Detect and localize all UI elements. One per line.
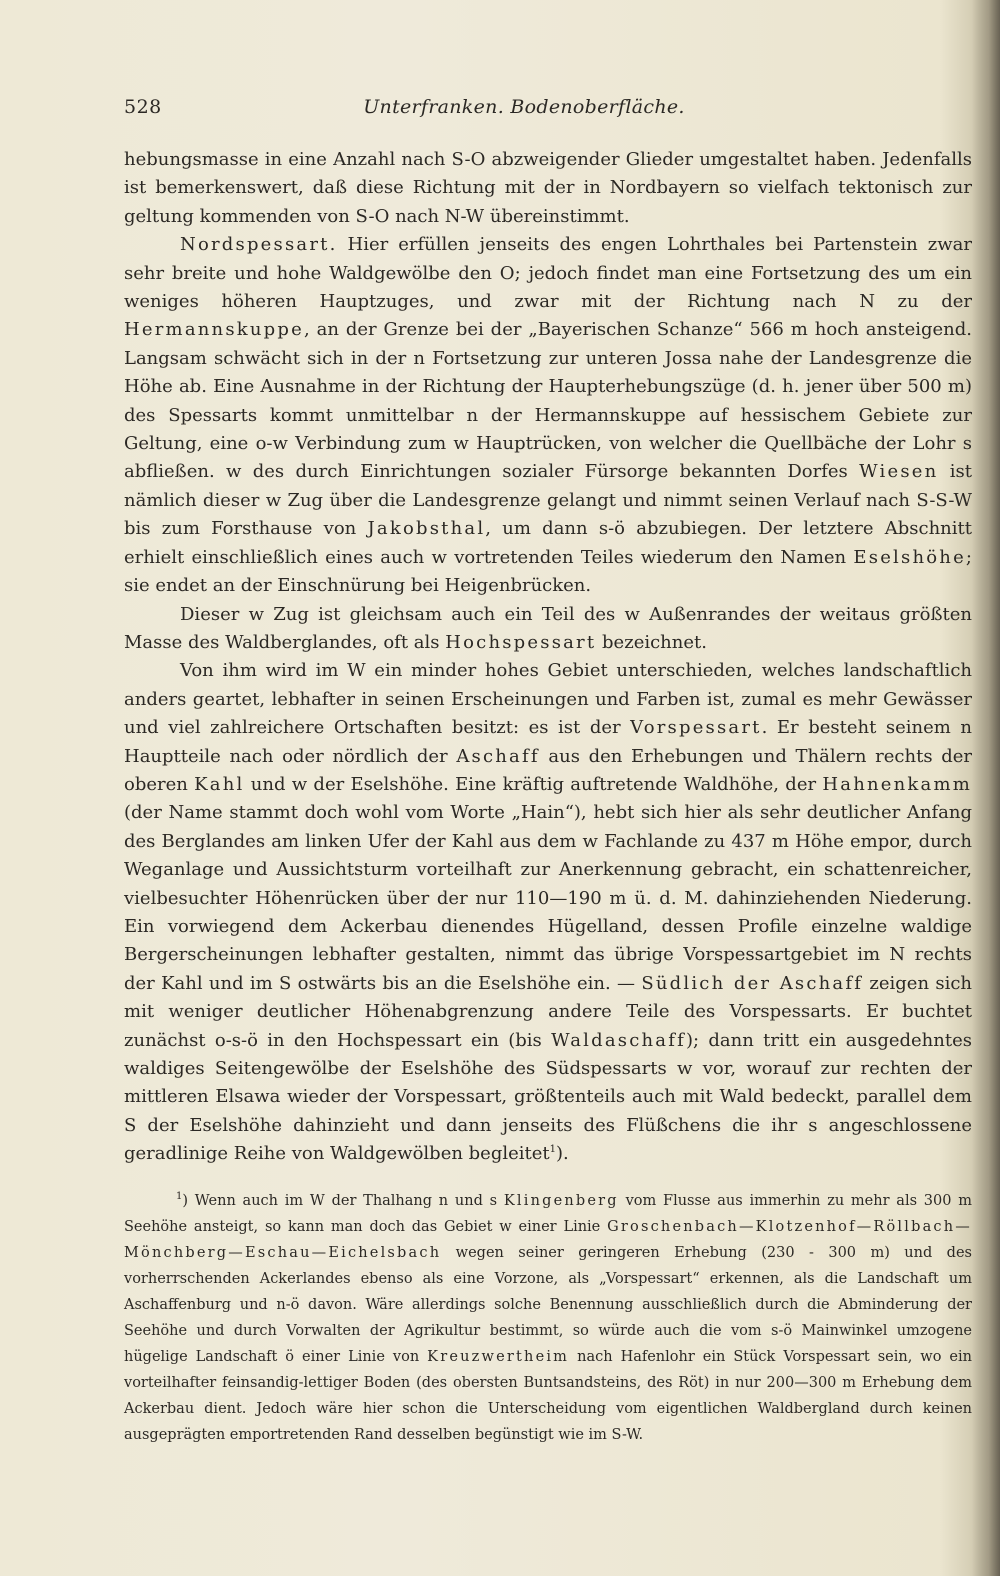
- paragraph-p2: [124, 231, 972, 600]
- footnote-marker: 1: [176, 1191, 183, 1203]
- spaced-term: Hahnenkamm: [822, 773, 972, 795]
- text-run: aus den Erhebungen und Thälern rechts der oberen: [124, 745, 973, 795]
- spaced-term: Eselshöhe: [853, 546, 966, 568]
- running-head: Unterfranken. Bodenoberfläche.: [363, 96, 685, 118]
- text-run: ; sie endet an der Einschnürung bei Heigenbrücken.: [124, 546, 972, 597]
- footnote-marker: 1: [549, 1144, 557, 1156]
- footnotes: [124, 1188, 972, 1448]
- text-run: (der Name stammt doch wohl vom Worte „Hain“), hebt sich hier als sehr deutlicher Anfang des Berglandes am linken Ufer der Kahl aus dem w Fachlande zu 437 m Höhe empor, durch Weganlage und Aussichtsturm vorteilhaft zur Anerkennung gebracht, ein schattenreicher, vielbesuchter Höhenrücken über der nur 110—190 m ü. d. M. dahinziehenden Niederung. Ein vorwiegend dem Ackerbau dienendes Hügelland, dessen Profile einzelne waldige Bergerscheinungen lebhafter gestalten, nimmt das übrige Vorspessartgebiet im N rechts der Kahl und im S ostwärts bis an die Eselshöhe ein. —: [124, 802, 972, 994]
- spaced-term: Hermannskuppe: [124, 319, 304, 341]
- text-run: nach Hafenlohr ein Stück Vorspessart sein, wo ein vorteilhafter feinsandig-lettiger Boden (des obersten Buntsandsteins, des Röt) in nur 200—300 m Erhebung dem Ackerbau dient. Jedoch wäre hier schon die Unterscheidung vom eigentlichen Waldbergland durch keinen ausgeprägten emportretenden Rand desselben begünstigt wie im S-W.: [124, 1349, 972, 1443]
- text-run: , um dann s-ö abzubiegen. Der letztere Abschnitt erhielt einschließlich eines auch w vortretenden Teiles wiederum den Namen: [124, 518, 972, 568]
- text-run: . Er besteht seinem n Hauptteile nach oder nördlich der: [124, 717, 972, 767]
- spaced-term: Groschenbach—Klotzenhof—Röllbach—Mönchberg—Eschau—Eichelsbach: [124, 1219, 972, 1261]
- paragraph-p3: [124, 601, 972, 658]
- text-run: , an der Grenze bei der „Bayerischen Schanze“ 566 m hoch ansteigend. Langsam schwächt sich in der n Fortsetzung zur unteren Jossa nahe der Landesgrenze die Höhe ab. Eine Ausnahme in der Richtung der Haupterhebungszüge (d. h. jener über 500 m) des Spessarts kommt unmittelbar n der Hermannskuppe auf hessischem Gebiete zur Geltung, eine o-w Verbindung zum w Hauptrücken, von welcher die Quellbäche der Lohr s abfließen. w des durch Einrichtungen sozialer Fürsorge bekannten Dorfes: [124, 319, 972, 483]
- spaced-term: Klingenberg: [503, 1193, 619, 1209]
- body-text: [124, 146, 972, 1169]
- page-number: 528: [124, 96, 162, 118]
- text-run: Von ihm wird im W ein minder hohes Gebiet unterschieden, welches landschaftlich anders geartet, lebhafter in seinen Erscheinungen und Farben ist, zumal es mehr Gewässer und viel zahlreichere Ortschaften besitzt: es ist der: [124, 660, 972, 739]
- spaced-term: Nordspessart.: [180, 234, 338, 256]
- page-header: [124, 96, 924, 126]
- spine-shadow: [972, 0, 1000, 1576]
- text-run: zeigen sich mit weniger deutlicher Höhenabgrenzung andere Teile des Vorspessarts. Er buchtet zunächst o-s-ö in den Hochspessart ein (bis: [124, 972, 972, 1051]
- footnote-fn1: [124, 1188, 972, 1448]
- text-run: ) Wenn auch im W der Thalhang n und s: [182, 1193, 504, 1209]
- text-run: und w der Eselshöhe. Eine kräftig auftretende Waldhöhe, der: [244, 773, 823, 795]
- spaced-term: Jakobsthal: [367, 518, 486, 540]
- spaced-term: Kahl: [194, 773, 245, 795]
- text-run: Hier erfüllen jenseits des engen Lohrthales bei Partenstein zwar sehr breite und hohe Waldgewölbe den O; jedoch findet man eine Fortsetzung des um ein weniges höheren Hauptzuges, und zwar mit der Richtung nach N zu der: [124, 234, 972, 313]
- spaced-term: Wiesen: [859, 461, 939, 483]
- text-run: wegen seiner geringeren Erhebung (230 - 300 m) und des vorherrschenden Ackerlandes ebenso als eine Vorzone, als „Vorspessart“ erkennen, als die Landschaft um Aschaffenburg und n-ö davon. Wäre allerdings solche Benennung ausschließlich durch die Abminderung der Seehöhe und durch Vorwalten der Agrikultur bestimmt, so würde auch die vom s-ö Mainwinkel umzogene hügelige Landschaft ö einer Linie von: [124, 1245, 972, 1365]
- paragraph-p1: [124, 146, 972, 231]
- spaced-term: Aschaff: [456, 745, 540, 767]
- spaced-term: Waldaschaff: [551, 1029, 686, 1051]
- text-run: ).: [556, 1143, 569, 1165]
- spaced-term: Hochspessart: [445, 631, 597, 653]
- text-run: hebungsmasse in eine Anzahl nach S-O abzweigender Glieder umgestaltet haben. Jedenfalls ist bemerkenswert, daß diese Richtung mit der in Nordbayern so vielfach tektonisch zur geltung kommenden von S-O nach N-W übereinstimmt.: [124, 149, 972, 227]
- spaced-term: Vorspessart: [630, 717, 762, 739]
- text-run: ); dann tritt ein ausgedehntes waldiges Seitengewölbe der Eselshöhe des Südspessarts w vor, worauf zur rechten der mittleren Elsawa wieder der Vorspessart, größtenteils auch mit Wald bedeckt, parallel dem S der Eselshöhe dahinzieht und dann jenseits des Flüßchens die ihr s angeschlossene geradlinige Reihe von Waldgewölben begleitet: [124, 1029, 972, 1165]
- text-run: ist nämlich dieser w Zug über die Landesgrenze gelangt und nimmt seinen Verlauf nach S-S-W bis zum Forsthause von: [124, 461, 972, 540]
- spaced-term: Kreuzwertheim: [427, 1349, 570, 1365]
- spaced-term: Südlich der Aschaff: [641, 972, 864, 994]
- paragraph-p4: [124, 657, 972, 1168]
- text-run: vom Flusse aus immerhin zu mehr als 300 m Seehöhe ansteigt, so kann man doch das Gebiet w einer Linie: [124, 1193, 972, 1235]
- text-run: bezeichnet.: [596, 631, 707, 653]
- text-run: Dieser w Zug ist gleichsam auch ein Teil des w Außenrandes der weitaus größten Masse des Waldberglandes, oft als: [124, 603, 972, 653]
